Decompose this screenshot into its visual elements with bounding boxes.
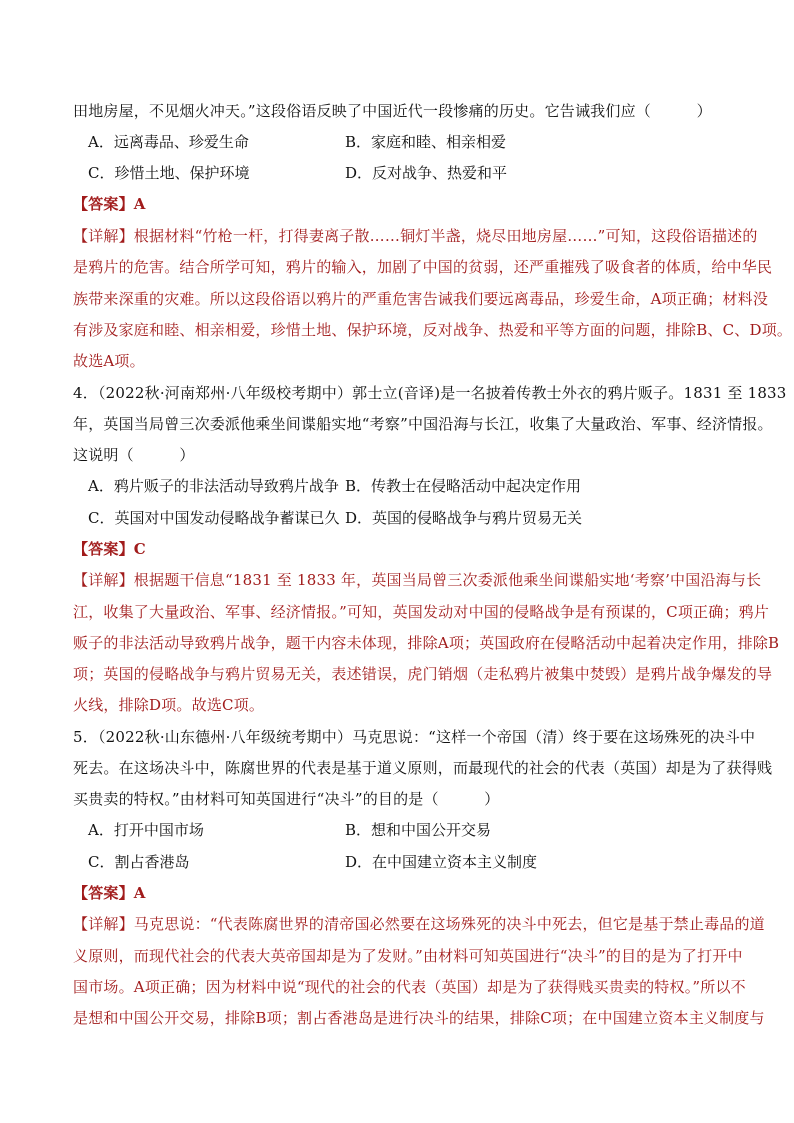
q3-stem-tail: 田地房屋，不见烟火冲天。”这段俗语反映了中国近代一段惨痛的历史。它告诫我们应（ ） xyxy=(73,102,712,120)
q5-option-a: A．打开中国市场 xyxy=(88,821,204,839)
q3-detail-line: 是鸦片的危害。结合所学可知，鸦片的输入，加剧了中国的贫弱，还严重摧残了吸食者的体质，给中华民 xyxy=(73,258,773,276)
q5-detail-line: 是想和中国公开交易，排除B项；割占香港岛是进行决斗的结果，排除C项；在中国建立资本主义制度与 xyxy=(73,1009,765,1027)
q4-answer: 【答案】C xyxy=(73,540,146,558)
q3-detail-line: 【详解】根据材料“竹枪一杆，打得妻离子散……铜灯半盏，烧尽田地房屋……”可知，这段俗语描述的 xyxy=(73,227,758,245)
q5-detail-line: 义原则，而现代社会的代表大英帝国却是为了发财。”由材料可知英国进行“决斗”的目的是为了打开中 xyxy=(73,947,743,965)
q5-option-c: C．割占香港岛 xyxy=(88,853,190,871)
q3-option-d: D．反对战争、热爱和平 xyxy=(345,164,508,182)
q5-option-d: D．在中国建立资本主义制度 xyxy=(345,853,538,871)
q4-stem-line: 年，英国当局曾三次委派他乘坐间谍船实地“考察”中国沿海与长江，收集了大量政治、军事、经济情报。 xyxy=(73,415,773,433)
q5-detail-line: 【详解】马克思说：“代表陈腐世界的清帝国必然要在这场殊死的决斗中死去，但它是基于禁止毒品的道 xyxy=(73,915,765,933)
q5-stem-line: 买贵卖的特权。”由材料可知英国进行“决斗”的目的是（ ） xyxy=(73,790,500,808)
q4-detail-line: 火线，排除D项。故选C项。 xyxy=(73,696,265,714)
q5-detail-line: 国市场。A项正确；因为材料中说“现代的社会的代表（英国）却是为了获得贱买贵卖的特权。”所以不 xyxy=(73,978,746,996)
q4-option-a: A．鸦片贩子的非法活动导致鸦片战争 xyxy=(88,477,339,495)
q4-stem-line: 这说明（ ） xyxy=(73,446,195,464)
q4-option-b: B．传教士在侵略活动中起决定作用 xyxy=(345,477,582,495)
q3-detail-line: 有涉及家庭和睦、相亲相爱，珍惜土地、保护环境，反对战争、热爱和平等方面的问题，排除B、C、D项。 xyxy=(73,321,793,339)
q4-detail-line: 【详解】根据题干信息“1831 至 1833 年，英国当局曾三次委派他乘坐间谍船实地‘考察’中国沿海与长 xyxy=(73,571,762,589)
q3-option-b: B．家庭和睦、相亲相爱 xyxy=(345,133,507,151)
q4-stem-line: 4．（2022秋·河南郑州·八年级校考期中）郭士立(音译)是一名披着传教士外衣的鸦片贩子。1831 至 1833 xyxy=(73,384,787,402)
q4-detail-line: 贩子的非法活动导致鸦片战争，题干内容未体现，排除A项；英国政府在侵略活动中起着决定作用，排除B xyxy=(73,634,780,652)
q3-detail-line: 族带来深重的灾难。所以这段俗语以鸦片的严重危害告诫我们要远离毒品，珍爱生命，A项正确；材料没 xyxy=(73,290,769,308)
q5-answer: 【答案】A xyxy=(73,884,146,902)
q3-answer: 【答案】A xyxy=(73,195,146,213)
q4-option-d: D．英国的侵略战争与鸦片贸易无关 xyxy=(345,509,583,527)
q4-detail-line: 项；英国的侵略战争与鸦片贸易无关，表述错误，虎门销烟（走私鸦片被集中焚毁）是鸦片战争爆发的导 xyxy=(73,665,773,683)
q4-detail-line: 江，收集了大量政治、军事、经济情报。”可知，英国发动对中国的侵略战争是有预谋的，C项正确；鸦片 xyxy=(73,603,770,621)
q5-option-b: B．想和中国公开交易 xyxy=(345,821,492,839)
q3-option-c: C．珍惜土地、保护环境 xyxy=(88,164,250,182)
q5-stem-line: 死去。在这场决斗中，陈腐世界的代表是基于道义原则，而最现代的社会的代表（英国）却是为了获得贱 xyxy=(73,759,773,777)
q3-detail-line: 故选A项。 xyxy=(73,352,145,370)
q5-stem-line: 5．（2022秋·山东德州·八年级统考期中）马克思说：“这样一个帝国（清）终于要在这场殊死的决斗中 xyxy=(73,728,756,746)
q3-option-a: A．远离毒品、珍爱生命 xyxy=(88,133,249,151)
q4-option-c: C．英国对中国发动侵略战争蓄谋已久 xyxy=(88,509,340,527)
